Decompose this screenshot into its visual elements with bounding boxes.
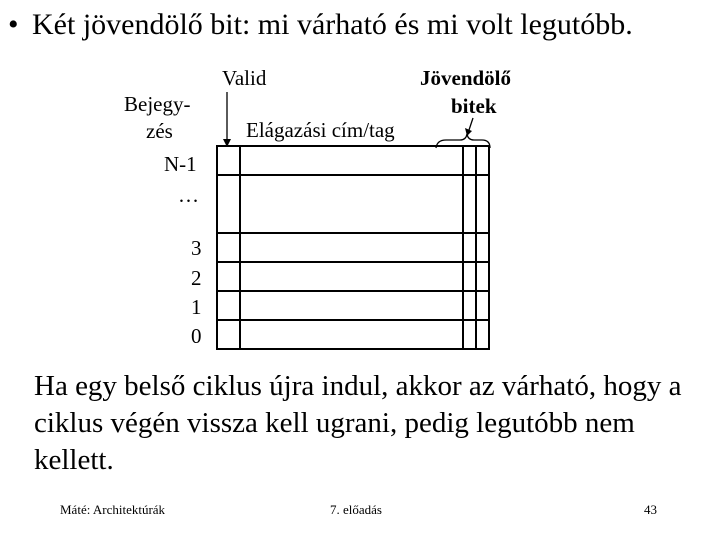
row-label-1: 1 [191,295,202,319]
entry-label-line2: zés [146,119,173,143]
prediction-bits-arrowhead [465,128,472,136]
prediction-bits-label-line2: bitek [451,94,497,118]
row-label-0: 0 [191,324,202,348]
entry-label-line1: Bejegy- [124,92,191,116]
row-label-ellipsis: … [178,183,199,207]
footer-page-number: 43 [644,502,657,517]
footer-lecture: 7. előadás [330,502,382,517]
valid-label: Valid [222,66,267,90]
prediction-bits-arrow [469,118,473,130]
explanation-paragraph: Ha egy belső ciklus újra indul, akkor az várható, hogy a ciklus végén vissza kell ugrani, pedig legutóbb nem kellett. [34,370,682,476]
slide-title-text: Két jövendölő bit: mi várható és mi volt legutóbb. [32,8,633,41]
row-label-n-1: N-1 [164,152,197,176]
prediction-bits-label-line1: Jövendölő [420,66,512,90]
row-label-3: 3 [191,236,202,260]
footer-author: Máté: Architektúrák [60,502,166,517]
bullet-icon: • [8,8,19,41]
row-label-2: 2 [191,266,202,290]
branch-address-label: Elágazási cím/tag [246,118,395,142]
table-outline [217,146,489,349]
